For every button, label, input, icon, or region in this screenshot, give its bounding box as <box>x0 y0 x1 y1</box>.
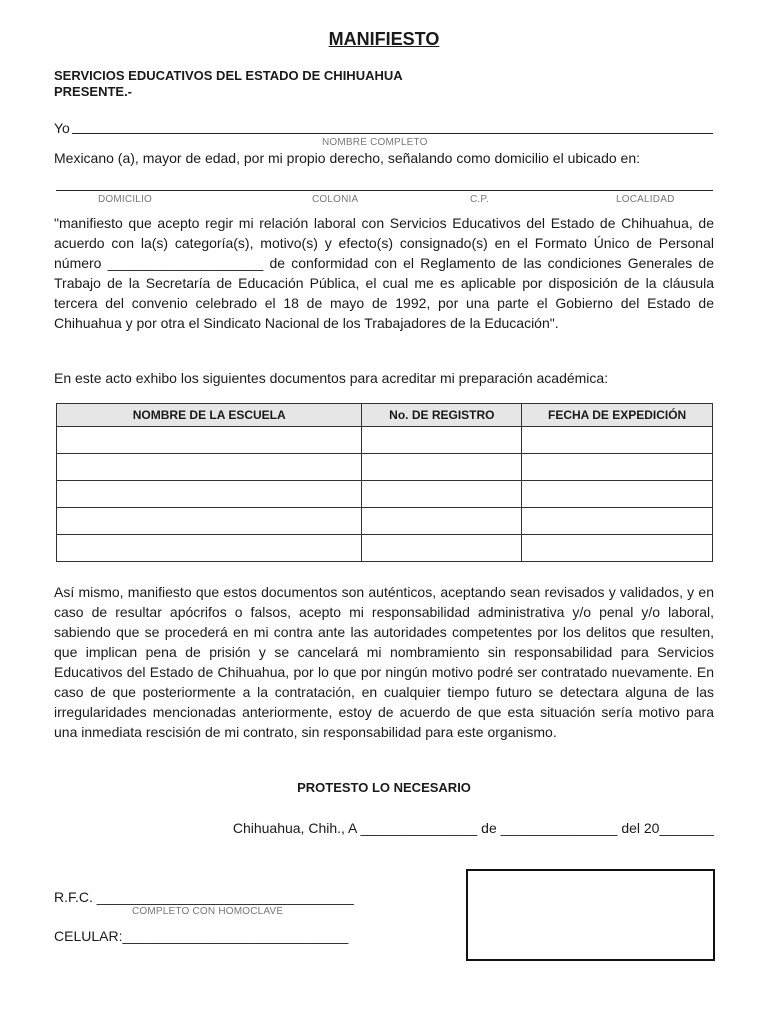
celular-label: CELULAR: <box>54 928 123 944</box>
signature-box[interactable] <box>466 869 715 961</box>
cell-registration[interactable] <box>362 427 522 454</box>
address-caption-cp: C.P. <box>470 194 489 205</box>
cell-school[interactable] <box>57 481 362 508</box>
table-row <box>57 535 713 562</box>
celular-row <box>54 926 348 946</box>
header-issue-date: FECHA DE EXPEDICIÓN <box>522 404 713 427</box>
addressee-line-1: SERVICIOS EDUCATIVOS DEL ESTADO DE CHIHUAHUA <box>54 68 403 83</box>
table-row <box>57 454 713 481</box>
document-title: MANIFIESTO <box>328 29 440 49</box>
cell-school[interactable] <box>57 427 362 454</box>
authenticity-paragraph: Así mismo, manifiesto que estos documentos son auténticos, aceptando sean revisados y validados, y en caso de resultar apócrifos o falsos, acepto mi responsabilidad administrativa y/o penal y/o laboral, sabiendo que se procederá en mi contra ante las autoridades competentes por los delitos que resulten, que implican pena de prisión y se cancelará mi nombramiento sin responsabilidad para Servicios Educativos del Estado de Chihuahua, por lo que por ningún motivo podré ser contratado nuevamente. En caso de que posteriormente a la contratación, en cualquier tiempo futuro se detectara alguna de las irregularidades mencionadas anteriormente, estoy de acuerdo de que esta situación sería motivo para una inmediata rescisión de mi contrato, sin responsabilidad para este organismo. <box>54 584 714 740</box>
table-row <box>57 427 713 454</box>
date-day-blank[interactable]: _______________ <box>360 820 478 836</box>
address-caption-colonia: COLONIA <box>312 194 359 205</box>
rfc-blank[interactable]: _________________________________ <box>96 889 354 905</box>
cell-registration[interactable] <box>362 508 522 535</box>
date-city: Chihuahua, Chih., A <box>232 820 357 836</box>
date-month-blank[interactable]: _______________ <box>500 820 618 836</box>
address-field-line[interactable] <box>56 190 713 191</box>
name-prefix: Yo <box>54 120 70 136</box>
date-year-prefix: del 20 <box>621 820 660 836</box>
domicile-statement: Mexicano (a), mayor de edad, por mi propio derecho, señalando como domicilio el ubicado en: <box>54 150 640 166</box>
cell-date[interactable] <box>522 481 713 508</box>
name-field-line[interactable] <box>72 133 713 134</box>
table-header-row <box>57 404 713 427</box>
protesto-heading: PROTESTO LO NECESARIO <box>297 780 471 795</box>
name-caption: NOMBRE COMPLETO <box>322 137 428 148</box>
cell-school[interactable] <box>57 454 362 481</box>
cell-registration[interactable] <box>362 481 522 508</box>
cell-registration[interactable] <box>362 535 522 562</box>
cell-school[interactable] <box>57 508 362 535</box>
address-caption-domicilio: DOMICILIO <box>98 194 153 205</box>
documents-table <box>56 403 713 562</box>
formato-unico-number-blank[interactable]: ____________________ <box>107 255 264 271</box>
date-year-blank[interactable]: _______ <box>659 820 714 836</box>
cell-date[interactable] <box>522 535 713 562</box>
date-line <box>233 818 714 838</box>
declaration-part-2: de conformidad con el Reglamento de las condiciones Generales de Trabajo de la Secretaría de Educación Pública, el cual me es aplicable por disposición de la cláusula tercera del convenio celebrado el 18 de mayo de 1992, por una parte el Gobierno del Estado de Chihuahua y por otra el Sindicato Nacional de los Trabajadores de la Educación". <box>54 255 715 331</box>
cell-date[interactable] <box>522 427 713 454</box>
cell-registration[interactable] <box>362 454 522 481</box>
declaration-part-1: "manifiesto que acepto regir mi relación laboral con Servicios Educativos del Estado de Chihuahua, de acuerdo con la(s) categoría(s), motivo(s) y efecto(s) consignado(s) en el Formato Único de Personal número <box>54 215 714 271</box>
declaration-paragraph <box>54 213 714 333</box>
table-row <box>57 508 713 535</box>
table-row <box>57 481 713 508</box>
address-caption-localidad: LOCALIDAD <box>616 194 675 205</box>
header-school-name: NOMBRE DE LA ESCUELA <box>57 404 362 427</box>
header-registration-number: No. DE REGISTRO <box>362 404 522 427</box>
cell-school[interactable] <box>57 535 362 562</box>
rfc-label: R.F.C. <box>54 889 93 905</box>
addressee-line-2: PRESENTE.- <box>54 84 133 99</box>
cell-date[interactable] <box>522 454 713 481</box>
rfc-caption: COMPLETO CON HOMOCLAVE <box>132 906 284 917</box>
date-de-label: de <box>481 820 497 836</box>
cell-date[interactable] <box>522 508 713 535</box>
rfc-row <box>54 887 354 907</box>
celular-blank[interactable]: _____________________________ <box>122 928 349 944</box>
documents-intro: En este acto exhibo los siguientes documentos para acreditar mi preparación académica: <box>54 370 609 386</box>
